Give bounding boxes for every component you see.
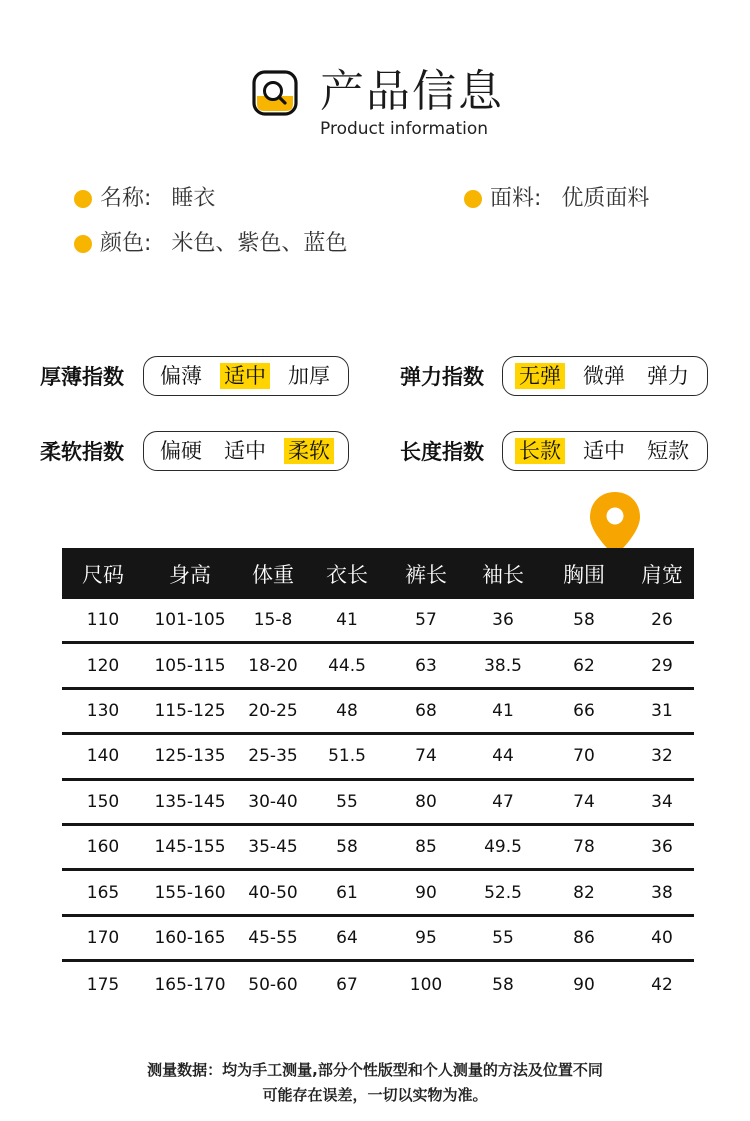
cell-weight: 20-25 — [248, 700, 298, 721]
table-row — [62, 826, 694, 871]
cell-weight: 15-8 — [253, 610, 293, 631]
cell-chest: 82 — [573, 882, 595, 903]
cell-sleeve-length: 47 — [492, 791, 514, 812]
cell-size: 165 — [86, 882, 120, 903]
cell-weight: 18-20 — [248, 655, 298, 676]
cell-height: 160-165 — [154, 927, 226, 948]
bullet-dot-icon — [464, 190, 482, 208]
cell-top-length: 61 — [336, 882, 358, 903]
bullet-dot-icon — [74, 190, 92, 208]
cell-pants-length: 85 — [415, 837, 437, 858]
size-table-body — [62, 599, 694, 1008]
cell-chest: 58 — [573, 610, 595, 631]
cell-sleeve-length: 52.5 — [484, 882, 522, 903]
cell-shoulder: 31 — [651, 700, 673, 721]
cell-shoulder: 32 — [651, 746, 673, 767]
cell-height: 105-115 — [154, 655, 226, 676]
cell-shoulder: 29 — [651, 655, 673, 676]
cell-size: 130 — [86, 700, 120, 721]
cell-pants-length: 68 — [415, 700, 437, 721]
cell-sleeve-length: 55 — [492, 927, 514, 948]
cell-sleeve-length: 58 — [492, 974, 514, 995]
cell-shoulder: 38 — [651, 882, 673, 903]
cell-shoulder: 40 — [651, 927, 673, 948]
elasticity-option-slight: 微弹 — [583, 364, 625, 388]
info-fabric-label: 面料: — [490, 186, 542, 211]
cell-sleeve-length: 49.5 — [484, 837, 522, 858]
cell-size: 170 — [86, 927, 120, 948]
table-row — [62, 644, 694, 689]
cell-shoulder: 34 — [651, 791, 673, 812]
elasticity-option-none: 无弹 — [515, 363, 565, 389]
cell-weight: 25-35 — [248, 746, 298, 767]
cell-size: 160 — [86, 837, 120, 858]
cell-shoulder: 42 — [651, 974, 673, 995]
cell-pants-length: 57 — [415, 610, 437, 631]
info-fabric-value: 优质面料 — [561, 186, 650, 211]
table-row — [62, 690, 694, 735]
header-top-length: 衣长 — [326, 562, 368, 587]
measurement-note-line2: 可能存在误差，一切以实物为准。 — [262, 1086, 488, 1104]
cell-size: 120 — [86, 655, 120, 676]
cell-chest: 86 — [573, 927, 595, 948]
cell-top-length: 44.5 — [328, 655, 366, 676]
cell-size: 150 — [86, 791, 120, 812]
cell-chest: 78 — [573, 837, 595, 858]
cell-pants-length: 90 — [415, 882, 437, 903]
length-index-options — [502, 431, 708, 471]
cell-chest: 74 — [573, 791, 595, 812]
length-option-short: 短款 — [647, 439, 689, 463]
header-size: 尺码 — [82, 562, 124, 587]
page-subtitle: Product information — [320, 119, 489, 139]
cell-height: 135-145 — [154, 791, 226, 812]
bullet-dot-icon — [74, 235, 92, 253]
cell-height: 101-105 — [154, 610, 226, 631]
cell-sleeve-length: 44 — [492, 746, 514, 767]
cell-shoulder: 26 — [651, 610, 673, 631]
cell-chest: 66 — [573, 700, 595, 721]
cell-weight: 30-40 — [248, 791, 298, 812]
softness-option-hard: 偏硬 — [160, 439, 202, 463]
thickness-option-medium: 适中 — [220, 363, 270, 389]
table-row — [62, 871, 694, 916]
cell-chest: 70 — [573, 746, 595, 767]
thickness-index-label: 厚薄指数 — [40, 365, 124, 389]
cell-pants-length: 80 — [415, 791, 437, 812]
info-name-value: 睡衣 — [171, 186, 216, 211]
cell-height: 165-170 — [154, 974, 226, 995]
softness-option-soft: 柔软 — [284, 438, 334, 464]
table-row — [62, 735, 694, 780]
cell-sleeve-length: 36 — [492, 610, 514, 631]
search-magnifier-icon — [252, 70, 298, 116]
measurement-note-line1: 测量数据：均为手工测量,部分个性版型和个人测量的方法及位置不同 — [147, 1061, 603, 1079]
cell-weight: 50-60 — [248, 974, 298, 995]
cell-weight: 35-45 — [248, 837, 298, 858]
cell-height: 115-125 — [154, 700, 226, 721]
header-chest: 胸围 — [563, 562, 605, 587]
cell-top-length: 64 — [336, 927, 358, 948]
cell-pants-length: 74 — [415, 746, 437, 767]
cell-chest: 62 — [573, 655, 595, 676]
length-option-medium: 适中 — [583, 439, 625, 463]
cell-height: 125-135 — [154, 746, 226, 767]
table-row — [62, 962, 694, 1007]
table-row — [62, 599, 694, 644]
info-fabric — [464, 185, 649, 213]
info-color-value: 米色、紫色、蓝色 — [171, 231, 348, 256]
table-row — [62, 781, 694, 826]
header-shoulder: 肩宽 — [641, 562, 683, 587]
cell-pants-length: 100 — [409, 974, 443, 995]
cell-height: 145-155 — [154, 837, 226, 858]
cell-size: 140 — [86, 746, 120, 767]
cell-chest: 90 — [573, 974, 595, 995]
thickness-option-thick: 加厚 — [288, 364, 330, 388]
size-table-header — [62, 548, 694, 599]
cell-top-length: 58 — [336, 837, 358, 858]
cell-size: 110 — [86, 610, 120, 631]
info-name-label: 名称: — [100, 186, 152, 211]
size-table — [62, 548, 694, 1008]
page-title: 产品信息 — [320, 66, 504, 117]
cell-top-length: 67 — [336, 974, 358, 995]
softness-option-medium: 适中 — [224, 439, 266, 463]
header-weight: 体重 — [252, 562, 294, 587]
length-option-long: 长款 — [515, 438, 565, 464]
cell-pants-length: 95 — [415, 927, 437, 948]
cell-height: 155-160 — [154, 882, 226, 903]
cell-top-length: 51.5 — [328, 746, 366, 767]
softness-index-options — [143, 431, 349, 471]
elasticity-option-elastic: 弹力 — [647, 364, 689, 388]
elasticity-index-options — [502, 356, 708, 396]
table-row — [62, 917, 694, 962]
cell-top-length: 48 — [336, 700, 358, 721]
cell-shoulder: 36 — [651, 837, 673, 858]
softness-index-label: 柔软指数 — [40, 440, 124, 464]
info-color — [74, 230, 347, 258]
cell-weight: 45-55 — [248, 927, 298, 948]
elasticity-index-label: 弹力指数 — [400, 365, 484, 389]
cell-size: 175 — [86, 974, 120, 995]
header-height: 身高 — [169, 562, 211, 587]
header-pants-length: 裤长 — [405, 562, 447, 587]
length-index-label: 长度指数 — [400, 440, 484, 464]
info-name — [74, 185, 215, 213]
cell-weight: 40-50 — [248, 882, 298, 903]
cell-pants-length: 63 — [415, 655, 437, 676]
thickness-index-options — [143, 356, 349, 396]
info-color-label: 颜色: — [100, 231, 152, 256]
cell-sleeve-length: 41 — [492, 700, 514, 721]
cell-top-length: 41 — [336, 610, 358, 631]
cell-sleeve-length: 38.5 — [484, 655, 522, 676]
cell-top-length: 55 — [336, 791, 358, 812]
thickness-option-thin: 偏薄 — [160, 364, 202, 388]
header-sleeve-length: 袖长 — [482, 562, 524, 587]
